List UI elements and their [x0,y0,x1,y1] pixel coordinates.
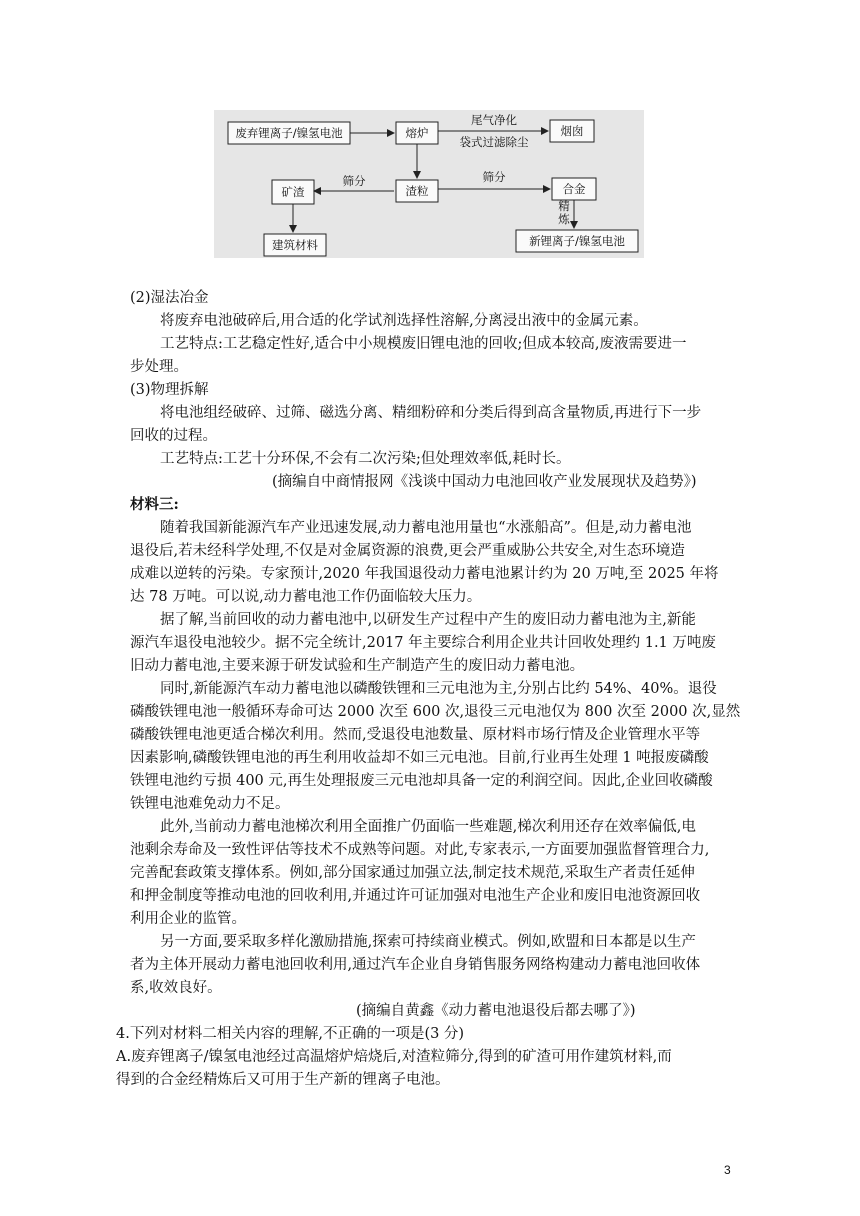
paragraph-line: 者为主体开展动力蓄电池回收利用,通过汽车企业自身销售服务网络构建动力蓄电池回收体 [130,957,701,973]
paragraph-line: 回收的过程。 [130,428,217,444]
paragraph-line: 步处理。 [130,359,188,375]
paragraph-line: 将电池组经破碎、过筛、磁选分离、精细粉碎和分类后得到高含量物质,再进行下一步 [160,405,702,421]
label-alloy: 合金 [562,182,586,196]
paragraph-line: 磷酸铁锂电池更适合梯次利用。然而,受退役电池数量、原材料市场行情及企业管理水平等 [130,727,701,743]
label-furnace: 熔炉 [405,126,429,140]
paragraph-line: 磷酸铁锂电池一般循环寿命可达 2000 次至 600 次,退役三元电池仅为 800 次至 2000 次,显然 [130,704,741,720]
label-granule: 渣粒 [405,184,429,198]
paragraph-line: 工艺特点:工艺稳定性好,适合中小规模废旧锂电池的回收;但成本较高,废液需要进一 [160,336,687,352]
label-new-battery: 新锂离子/镍氢电池 [529,234,625,248]
paragraph-line: 和押金制度等推动电池的回收利用,并通过许可证加强对电池生产企业和废旧电池资源回收 [130,888,701,904]
paragraph-line: 据了解,当前回收的动力蓄电池中,以研发生产过程中产生的废旧动力蓄电池为主,新能 [160,612,696,628]
paragraph-line: 系,收效良好。 [130,980,222,996]
paragraph-line: 铁锂电池难免动力不足。 [130,796,290,812]
section-heading-wet: (2)湿法冶金 [130,290,209,306]
material-three-heading: 材料三: [130,496,179,513]
question-4: 4.下列对材料二相关内容的理解,不正确的一项是(3 分) [116,1026,465,1042]
section-heading-physical: (3)物理拆解 [130,382,209,398]
paragraph-line: 完善配套政策支撑体系。例如,部分国家通过加强立法,制定技术规范,采取生产者责任延伸 [130,865,695,881]
source-citation: (摘编自中商情报网《浅谈中国动力电池回收产业发展现状及趋势》) [272,474,697,490]
label-refine-1: 精 [558,199,570,213]
paragraph-line: 源汽车退役电池较少。据不完全统计,2017 年主要综合利用企业共计回收处理约 1.1 万吨废 [130,635,716,651]
paragraph-line: 成难以逆转的污染。专家预计,2020 年我国退役动力蓄电池累计约为 20 万吨,至 2025 年将 [130,566,719,582]
paragraph-line: 池剩余寿命及一致性评估等技术不成熟等问题。对此,专家表示,一方面要加强监督管理合力, [130,842,710,858]
paragraph-line: 旧动力蓄电池,主要来源于研发试验和生产制造产生的废旧动力蓄电池。 [130,658,585,674]
paragraph-line: 铁锂电池约亏损 400 元,再生处理报废三元电池却具备一定的利润空间。因此,企业回收磷酸 [130,773,713,789]
paragraph-line: 另一方面,要采取多样化激励措施,探索可持续商业模式。例如,欧盟和日本都是以生产 [160,934,696,950]
label-building: 建筑材料 [272,238,318,252]
paragraph-line: 此外,当前动力蓄电池梯次利用全面推广仍面临一些难题,梯次利用还存在效率偏低,电 [160,819,696,835]
flowchart-svg [214,110,644,258]
label-tail-gas: 尾气净化 [471,113,517,127]
source-citation: (摘编自黄鑫《动力蓄电池退役后都去哪了》) [356,1003,636,1019]
paragraph-line: 将废弃电池破碎后,用合适的化学试剂选择性溶解,分离浸出液中的金属元素。 [160,313,648,329]
paragraph-line: 因素影响,磷酸铁锂电池的再生利用收益却不如三元电池。目前,行业再生处理 1 吨报废磷酸 [130,750,709,766]
label-chimney: 烟囱 [560,124,584,138]
label-slag: 矿渣 [281,185,305,199]
recycling-flowchart [214,110,644,258]
label-bag-filter: 袋式过滤除尘 [459,135,529,149]
paragraph-line: 退役后,若未经科学处理,不仅是对金属资源的浪费,更会严重威胁公共安全,对生态环境造 [130,543,685,559]
paragraph-line: 同时,新能源汽车动力蓄电池以磷酸铁锂和三元电池为主,分别占比约 54%、40%。退役 [160,681,717,697]
paragraph-line: 利用企业的监管。 [130,911,246,927]
label-refine-2: 炼 [558,212,570,226]
option-a: A.废弃锂离子/镍氢电池经过高温熔炉焙烧后,对渣粒筛分,得到的矿渣可用作建筑材料,而 [116,1049,672,1065]
page-number: 3 [724,1163,731,1177]
label-sieve-1: 筛分 [342,174,366,188]
paragraph-line: 工艺特点:工艺十分环保,不会有二次污染;但处理效率低,耗时长。 [160,451,571,467]
option-a-continued: 得到的合金经精炼后又可用于生产新的锂离子电池。 [116,1072,450,1088]
label-waste-battery: 废弃锂离子/镍氢电池 [235,126,343,140]
paragraph-line: 随着我国新能源汽车产业迅速发展,动力蓄电池用量也“水涨船高”。但是,动力蓄电池 [160,520,692,536]
label-sieve-2: 筛分 [482,170,506,184]
paragraph-line: 达 78 万吨。可以说,动力蓄电池工作仍面临较大压力。 [130,589,482,605]
